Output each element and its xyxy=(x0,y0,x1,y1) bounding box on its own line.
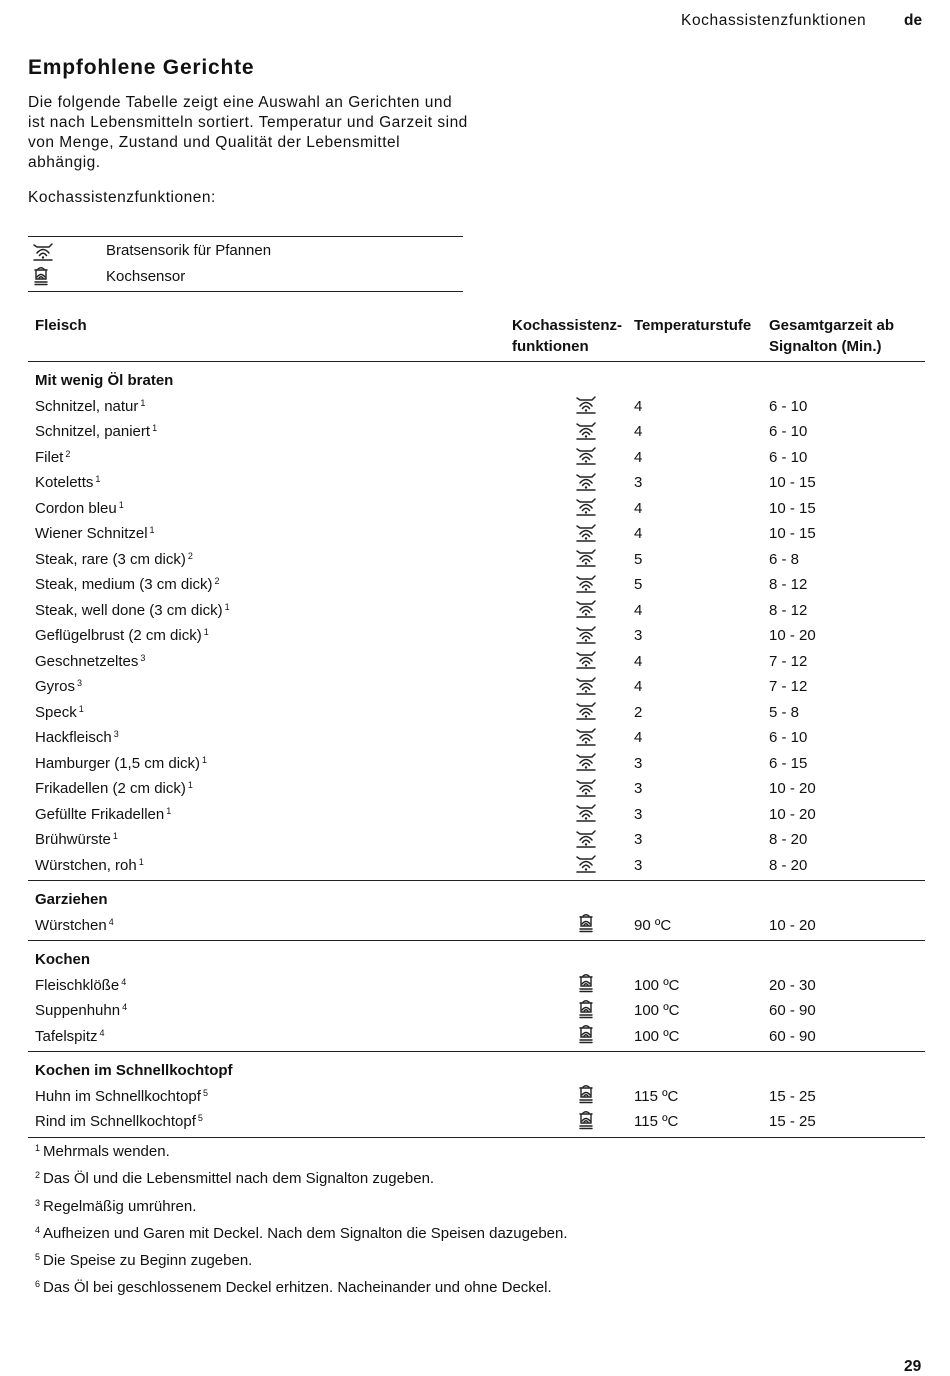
function-cell xyxy=(508,624,634,648)
time-cell: 7 - 12 xyxy=(769,652,808,670)
temperature-cell: 4 xyxy=(634,499,643,517)
function-cell xyxy=(508,420,634,444)
food-cell xyxy=(28,678,508,695)
food-cell xyxy=(28,1002,508,1019)
food-name: Gyros xyxy=(35,678,76,696)
header-time xyxy=(769,316,925,357)
food-name: Brühwürste xyxy=(35,831,111,849)
food-cell xyxy=(28,500,508,517)
function-cell xyxy=(508,522,634,546)
temperature-cell: 4 xyxy=(634,423,643,441)
pan-sensor-icon xyxy=(575,675,597,699)
food-name: Würstchen, roh xyxy=(35,856,137,874)
food-name: Hamburger (1,5 cm dick) xyxy=(35,754,201,772)
time-cell: 20 - 30 xyxy=(769,976,816,994)
section-title: Kochen im Schnellkochtopf xyxy=(35,1062,233,1079)
footnote-number: 6 xyxy=(35,1279,41,1290)
time-cell: 10 - 15 xyxy=(769,499,816,517)
time-cell: 10 - 15 xyxy=(769,474,816,492)
footnote xyxy=(35,1273,568,1300)
section-title: Garziehen xyxy=(35,891,108,908)
pan-sensor-icon xyxy=(575,649,597,673)
pan-sensor-icon xyxy=(575,700,597,724)
function-cell xyxy=(508,751,634,775)
food-cell xyxy=(28,729,508,746)
pan-sensor-icon xyxy=(575,547,597,571)
pan-sensor-icon xyxy=(575,445,597,469)
footnote-text: Regelmäßig umrühren. xyxy=(43,1197,197,1215)
pot-sensor-icon xyxy=(577,999,595,1023)
pan-sensor-icon xyxy=(575,471,597,495)
food-name: Koteletts xyxy=(35,474,94,492)
time-cell: 10 - 20 xyxy=(769,627,816,645)
pan-sensor-icon xyxy=(575,522,597,546)
function-cell xyxy=(508,445,634,469)
header-time-line1: Gesamtgarzeit ab xyxy=(769,317,895,334)
footnote-ref: 4 xyxy=(108,916,114,927)
footnote-ref: 1 xyxy=(112,831,118,842)
footnote-number: 1 xyxy=(35,1143,41,1153)
time-cell: 10 - 20 xyxy=(769,780,816,798)
food-name: Suppenhuhn xyxy=(35,1002,121,1020)
food-name: Cordon bleu xyxy=(35,499,117,517)
temperature-cell: 115 ºC xyxy=(634,1087,679,1105)
temperature-cell: 4 xyxy=(634,729,643,747)
legend-row xyxy=(28,238,463,264)
time-cell: 6 - 10 xyxy=(769,729,808,747)
food-name: Schnitzel, paniert xyxy=(35,423,151,441)
pot-sensor-icon xyxy=(577,973,595,997)
food-name: Frikadellen (2 cm dick) xyxy=(35,780,186,798)
table-body xyxy=(28,362,925,1138)
temperature-cell: 3 xyxy=(634,805,643,823)
food-name: Wiener Schnitzel xyxy=(35,525,148,543)
food-cell xyxy=(28,857,508,874)
temperature-cell: 5 xyxy=(634,576,643,594)
food-cell xyxy=(28,551,508,568)
food-cell xyxy=(28,398,508,415)
pan-sensor-icon xyxy=(28,241,106,261)
functions-label: Kochassistenzfunktionen: xyxy=(28,189,216,206)
pan-sensor-icon xyxy=(575,828,597,852)
time-cell: 6 - 10 xyxy=(769,448,808,466)
table-row xyxy=(28,496,925,522)
time-cell: 8 - 12 xyxy=(769,576,808,594)
time-cell: 8 - 20 xyxy=(769,856,808,874)
food-cell xyxy=(28,423,508,440)
footnote-ref: 5 xyxy=(202,1087,208,1098)
table-row xyxy=(28,470,925,496)
temperature-cell: 100 ºC xyxy=(634,976,680,994)
header-food: Fleisch xyxy=(35,317,87,334)
section-title: Kochen xyxy=(35,951,91,968)
table-row xyxy=(28,521,925,547)
food-name: Geflügelbrust (2 cm dick) xyxy=(35,627,202,645)
table-row xyxy=(28,853,925,879)
footnote xyxy=(35,1246,568,1273)
table-row xyxy=(28,973,925,999)
footnote-ref: 4 xyxy=(122,1002,128,1013)
footnote-ref: 1 xyxy=(166,805,172,816)
legend-label: Kochsensor xyxy=(106,267,186,285)
table-row xyxy=(28,1084,925,1110)
table-row xyxy=(28,776,925,802)
footnote-text: Mehrmals wenden. xyxy=(43,1143,170,1160)
footnote-ref: 2 xyxy=(65,448,71,459)
footnote-number: 5 xyxy=(35,1252,41,1263)
food-cell xyxy=(28,917,508,934)
food-name: Gefüllte Frikadellen xyxy=(35,805,165,823)
header-temperature: Temperaturstufe xyxy=(634,317,752,334)
temperature-cell: 3 xyxy=(634,856,643,874)
function-legend xyxy=(28,236,463,292)
temperature-cell: 4 xyxy=(634,652,643,670)
page-number: 29 xyxy=(904,1358,922,1375)
table-row xyxy=(28,649,925,675)
pan-sensor-icon xyxy=(575,802,597,826)
function-cell xyxy=(508,598,634,622)
food-cell xyxy=(28,525,508,542)
food-name: Filet xyxy=(35,448,64,466)
food-cell xyxy=(28,780,508,797)
footnote-ref: 1 xyxy=(224,601,230,612)
food-name: Schnitzel, natur xyxy=(35,397,139,415)
temperature-cell: 5 xyxy=(634,550,643,568)
temperature-cell: 3 xyxy=(634,474,643,492)
pan-sensor-icon xyxy=(575,598,597,622)
function-cell xyxy=(508,853,634,877)
legend-row xyxy=(28,264,463,290)
footnote-ref: 3 xyxy=(113,729,119,740)
time-cell: 6 - 8 xyxy=(769,550,800,568)
time-cell: 8 - 12 xyxy=(769,601,808,619)
footnote-ref: 5 xyxy=(197,1113,203,1124)
food-cell xyxy=(28,1113,508,1130)
food-name: Steak, well done (3 cm dick) xyxy=(35,601,223,619)
time-cell: 15 - 25 xyxy=(769,1087,816,1105)
table-row xyxy=(28,751,925,777)
temperature-cell: 115 ºC xyxy=(634,1113,679,1131)
function-cell xyxy=(508,913,634,937)
table-row xyxy=(28,827,925,853)
function-cell xyxy=(508,700,634,724)
table-section xyxy=(28,362,925,881)
footnote-ref: 4 xyxy=(121,976,127,987)
table-row xyxy=(28,394,925,420)
legend-label: Bratsensorik für Pfannen xyxy=(106,242,272,260)
pan-sensor-icon xyxy=(575,777,597,801)
function-cell xyxy=(508,471,634,495)
temperature-cell: 3 xyxy=(634,754,643,772)
function-cell xyxy=(508,573,634,597)
function-cell xyxy=(508,1110,634,1134)
pot-sensor-icon xyxy=(577,913,595,937)
time-cell: 6 - 15 xyxy=(769,754,808,772)
dishes-table xyxy=(28,316,925,1138)
footnote-ref: 1 xyxy=(118,499,124,510)
time-cell: 10 - 20 xyxy=(769,916,816,934)
header-function-line2: funktionen xyxy=(512,337,589,355)
food-name: Speck xyxy=(35,703,77,721)
food-cell xyxy=(28,806,508,823)
time-cell: 60 - 90 xyxy=(769,1002,816,1020)
table-row xyxy=(28,1109,925,1135)
food-name: Tafelspitz xyxy=(35,1027,98,1045)
footnote xyxy=(35,1192,568,1219)
food-name: Fleischklöße xyxy=(35,976,120,994)
food-cell xyxy=(28,977,508,994)
table-header xyxy=(28,316,925,362)
time-cell: 6 - 10 xyxy=(769,423,808,441)
footnote-ref: 1 xyxy=(95,474,101,485)
food-name: Huhn im Schnellkochtopf xyxy=(35,1087,201,1105)
footnote xyxy=(35,1137,568,1164)
time-cell: 6 - 10 xyxy=(769,397,808,415)
table-section xyxy=(28,881,925,941)
footnote xyxy=(35,1219,568,1246)
food-cell xyxy=(28,627,508,644)
pot-sensor-icon xyxy=(577,1024,595,1048)
footnote-text: Die Speise zu Beginn zugeben. xyxy=(43,1252,253,1270)
footnote-ref: 1 xyxy=(202,754,208,765)
footnote-ref: 4 xyxy=(99,1027,105,1038)
temperature-cell: 4 xyxy=(634,525,643,543)
time-cell: 10 - 15 xyxy=(769,525,816,543)
food-cell xyxy=(28,831,508,848)
intro-paragraph: Die folgende Tabelle zeigt eine Auswahl an Gerichten und ist nach Lebensmitteln sortiert. Temperatur und Garzeit sind von Menge, Zustand und Qualität der Lebensmittel abhängig. xyxy=(28,94,468,171)
footnote-ref: 1 xyxy=(203,627,209,638)
footnote-text: Das Öl und die Lebensmittel nach dem Signalton zugeben. xyxy=(43,1170,435,1188)
pot-sensor-icon xyxy=(28,266,106,286)
table-row xyxy=(28,445,925,471)
footnote-number: 4 xyxy=(35,1224,41,1235)
temperature-cell: 3 xyxy=(634,780,643,798)
food-cell xyxy=(28,576,508,593)
function-cell xyxy=(508,828,634,852)
food-cell xyxy=(28,704,508,721)
header-function xyxy=(508,316,634,357)
footnote-number: 3 xyxy=(35,1197,41,1208)
pan-sensor-icon xyxy=(575,420,597,444)
function-cell xyxy=(508,726,634,750)
pot-sensor-icon xyxy=(577,1084,595,1108)
food-cell xyxy=(28,602,508,619)
pan-sensor-icon xyxy=(575,573,597,597)
footnote-ref: 2 xyxy=(187,550,193,561)
food-cell xyxy=(28,653,508,670)
table-row xyxy=(28,913,925,939)
footnote xyxy=(35,1164,568,1191)
language-code: de xyxy=(904,12,923,29)
temperature-cell: 3 xyxy=(634,627,643,645)
table-row xyxy=(28,419,925,445)
temperature-cell: 100 ºC xyxy=(634,1027,680,1045)
temperature-cell: 4 xyxy=(634,678,643,696)
function-cell xyxy=(508,973,634,997)
footnote-ref: 1 xyxy=(149,525,155,536)
table-row xyxy=(28,674,925,700)
function-cell xyxy=(508,1084,634,1108)
pan-sensor-icon xyxy=(575,624,597,648)
food-name: Würstchen xyxy=(35,916,107,934)
temperature-cell: 4 xyxy=(634,601,643,619)
footnote-ref: 3 xyxy=(77,678,83,689)
function-cell xyxy=(508,547,634,571)
pan-sensor-icon xyxy=(575,853,597,877)
function-cell xyxy=(508,496,634,520)
food-name: Rind im Schnellkochtopf xyxy=(35,1113,196,1131)
footnote-text: Das Öl bei geschlossenem Deckel erhitzen. Nacheinander und ohne Deckel. xyxy=(43,1279,552,1297)
pan-sensor-icon xyxy=(575,726,597,750)
time-cell: 7 - 12 xyxy=(769,678,808,696)
temperature-cell: 100 ºC xyxy=(634,1002,680,1020)
food-name: Steak, rare (3 cm dick) xyxy=(35,550,186,568)
section-title: Mit wenig Öl braten xyxy=(35,372,174,389)
function-cell xyxy=(508,777,634,801)
temperature-cell: 3 xyxy=(634,831,643,849)
function-cell xyxy=(508,1024,634,1048)
pan-sensor-icon xyxy=(575,496,597,520)
temperature-cell: 4 xyxy=(634,397,643,415)
footnote-ref: 1 xyxy=(152,423,158,434)
header-function-line1: Kochassistenz- xyxy=(512,317,623,334)
function-cell xyxy=(508,675,634,699)
table-row xyxy=(28,547,925,573)
footnote-ref: 2 xyxy=(214,576,220,587)
pot-sensor-icon xyxy=(577,1110,595,1134)
temperature-cell: 4 xyxy=(634,448,643,466)
table-row xyxy=(28,623,925,649)
footnote-text: Aufheizen und Garen mit Deckel. Nach dem Signalton die Speisen dazugeben. xyxy=(43,1224,568,1242)
function-cell xyxy=(508,999,634,1023)
food-cell xyxy=(28,474,508,491)
function-cell xyxy=(508,394,634,418)
table-row xyxy=(28,598,925,624)
footnotes xyxy=(35,1137,568,1301)
table-row xyxy=(28,802,925,828)
food-name: Geschnetzeltes xyxy=(35,652,139,670)
food-cell xyxy=(28,449,508,466)
table-row xyxy=(28,725,925,751)
food-cell xyxy=(28,1088,508,1105)
time-cell: 5 - 8 xyxy=(769,703,800,721)
footnote-ref: 3 xyxy=(140,652,146,663)
page-title: Empfohlene Gerichte xyxy=(28,56,255,79)
time-cell: 10 - 20 xyxy=(769,805,816,823)
temperature-cell: 2 xyxy=(634,703,643,721)
function-cell xyxy=(508,802,634,826)
temperature-cell: 90 ºC xyxy=(634,916,672,934)
table-section xyxy=(28,1052,925,1138)
time-cell: 8 - 20 xyxy=(769,831,808,849)
header-title: Kochassistenzfunktionen xyxy=(681,12,867,29)
table-row xyxy=(28,1024,925,1050)
footnote-ref: 1 xyxy=(78,703,84,714)
header-time-line2: Signalton (Min.) xyxy=(769,337,882,355)
time-cell: 15 - 25 xyxy=(769,1113,816,1131)
footnote-ref: 1 xyxy=(140,397,146,408)
table-row xyxy=(28,700,925,726)
footnote-ref: 1 xyxy=(187,780,193,791)
food-name: Hackfleisch xyxy=(35,729,112,747)
pan-sensor-icon xyxy=(575,394,597,418)
table-row xyxy=(28,572,925,598)
table-row xyxy=(28,998,925,1024)
time-cell: 60 - 90 xyxy=(769,1027,816,1045)
food-cell xyxy=(28,755,508,772)
food-name: Steak, medium (3 cm dick) xyxy=(35,576,213,594)
table-section xyxy=(28,941,925,1052)
footnote-ref: 1 xyxy=(138,856,144,867)
food-cell xyxy=(28,1028,508,1045)
footnote-number: 2 xyxy=(35,1170,41,1181)
function-cell xyxy=(508,649,634,673)
pan-sensor-icon xyxy=(575,751,597,775)
